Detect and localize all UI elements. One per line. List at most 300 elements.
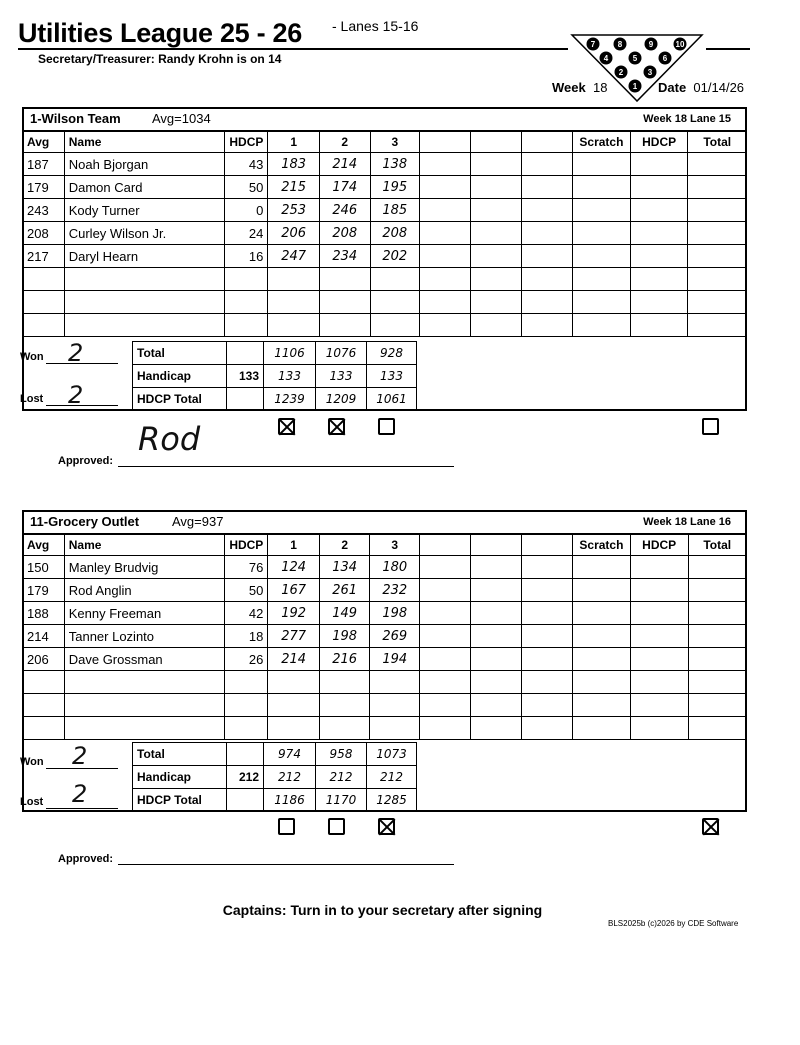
blank-cell [420, 579, 471, 602]
game-2-score: 214 [319, 153, 370, 176]
game-3-win-checkbox[interactable] [378, 418, 395, 435]
blank-cell [522, 579, 573, 602]
game-2-score [319, 314, 370, 337]
handicap-g3: 212 [367, 766, 417, 789]
bowler-hdcp: 43 [225, 153, 268, 176]
bowler-avg: 150 [23, 556, 65, 579]
bowler-name [64, 671, 225, 694]
bowler-name: Rod Anglin [64, 579, 225, 602]
team-header [22, 510, 747, 534]
game-2-score [319, 717, 370, 740]
handicap-label: Handicap [133, 365, 227, 388]
bowler-name: Manley Brudvig [64, 556, 225, 579]
scratch-cell [572, 648, 630, 671]
game-2-score [319, 291, 370, 314]
blank-cell [522, 648, 573, 671]
handicap-value: 212 [227, 766, 264, 789]
blank-cell [522, 245, 573, 268]
bowler-row [23, 625, 747, 648]
game-2-score: 134 [319, 556, 370, 579]
date-field [658, 80, 744, 95]
total-cell [688, 602, 747, 625]
pin-number: 10 [675, 40, 685, 49]
blank-cell [522, 176, 573, 199]
game-2-win-checkbox[interactable] [328, 418, 345, 435]
hdcp-cell [630, 579, 688, 602]
game-1-score [268, 268, 320, 291]
game-1-score: 192 [268, 602, 320, 625]
bowler-avg [23, 268, 65, 291]
total-cell [688, 579, 747, 602]
game-2-score: 234 [319, 245, 370, 268]
team-name: 11-Grocery Outlet [30, 514, 140, 529]
bowler-avg: 187 [23, 153, 65, 176]
empty-row [23, 694, 747, 717]
total-cell [688, 268, 747, 291]
bowler-row [23, 602, 747, 625]
hdcp-total-label: HDCP Total [133, 388, 227, 411]
week-field [552, 80, 607, 95]
scratch-cell [572, 199, 630, 222]
approved-line [118, 864, 454, 865]
blank-cell [522, 625, 573, 648]
total-cell [688, 291, 747, 314]
col-blank [471, 535, 522, 556]
bowler-hdcp [225, 694, 268, 717]
bowler-hdcp: 0 [225, 199, 268, 222]
game-3-score: 269 [370, 625, 420, 648]
blank-cell [522, 153, 573, 176]
table-header-row [23, 535, 747, 556]
date-value: 01/14/26 [693, 80, 745, 95]
hdcp-total-g2: 1170 [316, 789, 367, 812]
title-rule [18, 48, 568, 50]
hdcp-cell [630, 222, 688, 245]
bowler-name: Kody Turner [64, 199, 225, 222]
pin-number: 4 [603, 54, 609, 63]
bowler-name [64, 268, 225, 291]
scratch-cell [572, 153, 630, 176]
bowler-hdcp: 50 [225, 579, 268, 602]
game-3-score: 185 [370, 199, 420, 222]
game-2-score: 149 [319, 602, 370, 625]
bowler-row [23, 556, 747, 579]
col-scratch: Scratch [572, 535, 630, 556]
handicap-g2: 212 [316, 766, 367, 789]
col-name: Name [64, 535, 225, 556]
game-3-score [370, 314, 420, 337]
game-3-score [370, 694, 420, 717]
blank-cell [471, 199, 522, 222]
won-label: Won [20, 756, 44, 768]
total-cell [688, 199, 747, 222]
total-cell [688, 556, 747, 579]
bowler-hdcp [225, 268, 268, 291]
total-g3: 1073 [367, 743, 417, 766]
handicap-row [133, 365, 417, 388]
blank-cell [471, 291, 522, 314]
blank-cell [471, 556, 522, 579]
blank-cell [522, 602, 573, 625]
blank-cell [522, 291, 573, 314]
scratch-cell [572, 717, 630, 740]
won-value: 2 [72, 742, 88, 770]
bowler-hdcp [225, 671, 268, 694]
blank-cell [471, 222, 522, 245]
bowler-table [22, 534, 747, 740]
team-avg: Avg=1034 [152, 111, 211, 126]
game-1-score: 124 [268, 556, 320, 579]
bowler-table [22, 131, 747, 337]
col-game-3: 3 [370, 132, 420, 153]
won-label: Won [20, 351, 44, 363]
bowler-name: Damon Card [64, 176, 225, 199]
game-2-score: 246 [319, 199, 370, 222]
hdcp-cell [630, 199, 688, 222]
blank-cell [420, 222, 471, 245]
game-3-score: 198 [370, 602, 420, 625]
bowler-avg: 208 [23, 222, 65, 245]
hdcp-cell [630, 648, 688, 671]
game-3-score: 180 [370, 556, 420, 579]
totals-table [132, 341, 417, 411]
total-label: Total [133, 342, 227, 365]
bowler-row [23, 153, 747, 176]
total-g3: 928 [367, 342, 417, 365]
blank-cell [420, 556, 471, 579]
bowler-avg: 217 [23, 245, 65, 268]
bowler-name: Dave Grossman [64, 648, 225, 671]
bowler-name [64, 314, 225, 337]
game-3-score [370, 291, 420, 314]
hdcp-cell [630, 245, 688, 268]
total-win-checkbox[interactable] [702, 818, 719, 835]
game-1-score: 215 [268, 176, 320, 199]
hdcp-total-label: HDCP Total [133, 789, 227, 812]
col-total: Total [688, 535, 747, 556]
game-1-score: 247 [268, 245, 320, 268]
approved-line [118, 466, 454, 467]
total-label: Total [133, 743, 227, 766]
bowler-hdcp: 24 [225, 222, 268, 245]
total-cell [688, 671, 747, 694]
col-blank [420, 535, 471, 556]
blank-cell [420, 245, 471, 268]
game-2-score: 216 [319, 648, 370, 671]
bowler-name [64, 291, 225, 314]
bowler-avg [23, 671, 65, 694]
bowler-avg: 179 [23, 579, 65, 602]
scratch-cell [572, 314, 630, 337]
empty-row [23, 671, 747, 694]
total-row [133, 342, 417, 365]
col-game-1: 1 [268, 535, 320, 556]
captains-instruction: Captains: Turn in to your secretary after signing [222, 902, 543, 918]
bowler-hdcp [225, 291, 268, 314]
blank-cell [471, 717, 522, 740]
bowler-avg: 188 [23, 602, 65, 625]
handicap-label: Handicap [133, 766, 227, 789]
hdcp-total-g3: 1285 [367, 789, 417, 812]
total-row [133, 743, 417, 766]
scratch-cell [572, 291, 630, 314]
blank-cell [227, 789, 264, 812]
blank-cell [420, 648, 471, 671]
blank-cell [420, 268, 471, 291]
game-1-score [268, 291, 320, 314]
game-2-score: 208 [319, 222, 370, 245]
blank-cell [522, 694, 573, 717]
blank-cell [471, 268, 522, 291]
team-header [22, 107, 747, 131]
handicap-value: 133 [227, 365, 264, 388]
handicap-g1: 212 [264, 766, 316, 789]
blank-cell [522, 671, 573, 694]
blank-cell [522, 199, 573, 222]
hdcp-total-g1: 1239 [264, 388, 316, 411]
week-label: Week [552, 80, 586, 95]
secretary-line: Secretary/Treasurer: Randy Krohn is on 14 [38, 52, 282, 66]
bowler-row [23, 648, 747, 671]
blank-cell [522, 314, 573, 337]
blank-cell [471, 671, 522, 694]
scratch-cell [572, 245, 630, 268]
hdcp-cell [630, 153, 688, 176]
bowler-hdcp: 26 [225, 648, 268, 671]
scratch-cell [572, 222, 630, 245]
hdcp-total-g2: 1209 [316, 388, 367, 411]
game-1-score [268, 694, 320, 717]
bowler-hdcp: 76 [225, 556, 268, 579]
bowler-hdcp [225, 717, 268, 740]
pin-number: 3 [647, 68, 653, 77]
bowler-name: Noah Bjorgan [64, 153, 225, 176]
col-hdcp: HDCP [225, 535, 268, 556]
game-3-score: 202 [370, 245, 420, 268]
pin-number: 9 [648, 40, 654, 49]
blank-cell [522, 222, 573, 245]
game-1-score: 183 [268, 153, 320, 176]
bowler-avg [23, 694, 65, 717]
col-total: Total [688, 132, 747, 153]
total-cell [688, 717, 747, 740]
scratch-cell [572, 176, 630, 199]
hdcp-cell [630, 314, 688, 337]
lost-value: 2 [72, 780, 88, 808]
handicap-row [133, 766, 417, 789]
game-2-score: 174 [319, 176, 370, 199]
total-cell [688, 176, 747, 199]
col-blank [522, 132, 573, 153]
pin-number: 7 [590, 40, 596, 49]
game-1-win-checkbox[interactable] [278, 818, 295, 835]
game-1-score: 167 [268, 579, 320, 602]
league-title: Utilities League 25 - 26 [18, 18, 302, 48]
game-1-score [268, 671, 320, 694]
col-game-2: 2 [319, 132, 370, 153]
blank-cell [420, 694, 471, 717]
team-week-lane: Week 18 Lane 16 [643, 516, 731, 528]
col-game-3: 3 [370, 535, 420, 556]
total-cell [688, 314, 747, 337]
handicap-g1: 133 [264, 365, 316, 388]
total-cell [688, 153, 747, 176]
blank-cell [471, 153, 522, 176]
lost-label: Lost [20, 393, 44, 405]
bowler-hdcp: 42 [225, 602, 268, 625]
team-card-2 [22, 510, 747, 812]
total-cell [688, 245, 747, 268]
bowler-row [23, 245, 747, 268]
handicap-g2: 133 [316, 365, 367, 388]
total-g2: 958 [316, 743, 367, 766]
game-1-score [268, 717, 320, 740]
col-blank [471, 132, 522, 153]
game-1-score [268, 314, 320, 337]
blank-cell [227, 743, 264, 766]
blank-cell [420, 291, 471, 314]
scratch-cell [572, 556, 630, 579]
bowler-name: Kenny Freeman [64, 602, 225, 625]
game-3-score [370, 671, 420, 694]
bowler-row [23, 222, 747, 245]
lost-value: 2 [68, 381, 84, 409]
bowler-avg [23, 314, 65, 337]
bowler-hdcp: 50 [225, 176, 268, 199]
won-value: 2 [68, 339, 84, 367]
hdcp-cell [630, 625, 688, 648]
total-cell [688, 625, 747, 648]
hdcp-cell [630, 176, 688, 199]
hdcp-cell [630, 671, 688, 694]
game-2-score [319, 694, 370, 717]
team-avg: Avg=937 [172, 514, 224, 529]
lanes-label: - Lanes 15-16 [332, 18, 419, 34]
blank-cell [522, 717, 573, 740]
col-hdcp-total: HDCP [630, 132, 688, 153]
lost-label: Lost [20, 796, 44, 808]
bowler-avg: 206 [23, 648, 65, 671]
team-week-lane: Week 18 Lane 15 [643, 113, 731, 125]
scratch-cell [572, 268, 630, 291]
game-3-win-checkbox[interactable] [378, 818, 395, 835]
hdcp-cell [630, 291, 688, 314]
blank-cell [471, 648, 522, 671]
pin-number: 5 [632, 54, 638, 63]
game-2-score: 261 [319, 579, 370, 602]
pin-number: 1 [632, 82, 638, 91]
empty-row [23, 717, 747, 740]
hdcp-total-row [133, 388, 417, 411]
bowler-row [23, 199, 747, 222]
game-2-score [319, 268, 370, 291]
copyright-notice: BLS2025b (c)2026 by CDE Software [608, 919, 739, 928]
date-label: Date [658, 80, 687, 95]
hdcp-cell [630, 268, 688, 291]
title-rule-right [706, 48, 750, 50]
blank-cell [471, 625, 522, 648]
blank-cell [420, 671, 471, 694]
bowler-name: Daryl Hearn [64, 245, 225, 268]
bowler-hdcp [225, 314, 268, 337]
blank-cell [227, 388, 264, 411]
empty-row [23, 314, 747, 337]
blank-cell [471, 176, 522, 199]
approved-signature: Rod [138, 420, 201, 458]
blank-cell [420, 176, 471, 199]
game-1-score: 206 [268, 222, 320, 245]
lost-line [46, 808, 118, 809]
game-1-win-checkbox[interactable] [278, 418, 295, 435]
bowler-avg [23, 717, 65, 740]
game-3-score: 208 [370, 222, 420, 245]
hdcp-cell [630, 556, 688, 579]
col-scratch: Scratch [572, 132, 630, 153]
total-cell [688, 694, 747, 717]
game-1-score: 253 [268, 199, 320, 222]
col-blank [420, 132, 471, 153]
blank-cell [420, 625, 471, 648]
team-card-1 [22, 107, 747, 411]
approved-label: Approved: [58, 455, 113, 467]
game-2-win-checkbox[interactable] [328, 818, 345, 835]
col-game-2: 2 [319, 535, 370, 556]
blank-cell [471, 314, 522, 337]
hdcp-cell [630, 694, 688, 717]
blank-cell [471, 602, 522, 625]
bowler-avg: 243 [23, 199, 65, 222]
hdcp-total-g1: 1186 [264, 789, 316, 812]
scratch-cell [572, 625, 630, 648]
blank-cell [420, 717, 471, 740]
hdcp-cell [630, 602, 688, 625]
scratch-cell [572, 694, 630, 717]
pin-number: 8 [617, 40, 623, 49]
bowler-hdcp: 16 [225, 245, 268, 268]
bowler-name [64, 717, 225, 740]
empty-row [23, 268, 747, 291]
bowler-row [23, 579, 747, 602]
bowler-avg: 214 [23, 625, 65, 648]
col-avg: Avg [23, 535, 65, 556]
scratch-cell [572, 671, 630, 694]
hdcp-total-g3: 1061 [367, 388, 417, 411]
pin-number: 2 [618, 68, 624, 77]
col-hdcp-total: HDCP [630, 535, 688, 556]
week-value: 18 [592, 80, 608, 95]
game-3-score: 138 [370, 153, 420, 176]
blank-cell [420, 602, 471, 625]
total-win-checkbox[interactable] [702, 418, 719, 435]
total-g2: 1076 [316, 342, 367, 365]
table-header-row [23, 132, 747, 153]
scratch-cell [572, 579, 630, 602]
hdcp-total-row [133, 789, 417, 812]
total-g1: 974 [264, 743, 316, 766]
game-2-score: 198 [319, 625, 370, 648]
bowler-hdcp: 18 [225, 625, 268, 648]
game-2-score [319, 671, 370, 694]
team-name: 1-Wilson Team [30, 111, 121, 126]
blank-cell [471, 694, 522, 717]
bowler-row [23, 176, 747, 199]
total-cell [688, 648, 747, 671]
blank-cell [420, 314, 471, 337]
total-cell [688, 222, 747, 245]
game-3-score [370, 717, 420, 740]
game-3-score: 232 [370, 579, 420, 602]
bowler-avg [23, 291, 65, 314]
